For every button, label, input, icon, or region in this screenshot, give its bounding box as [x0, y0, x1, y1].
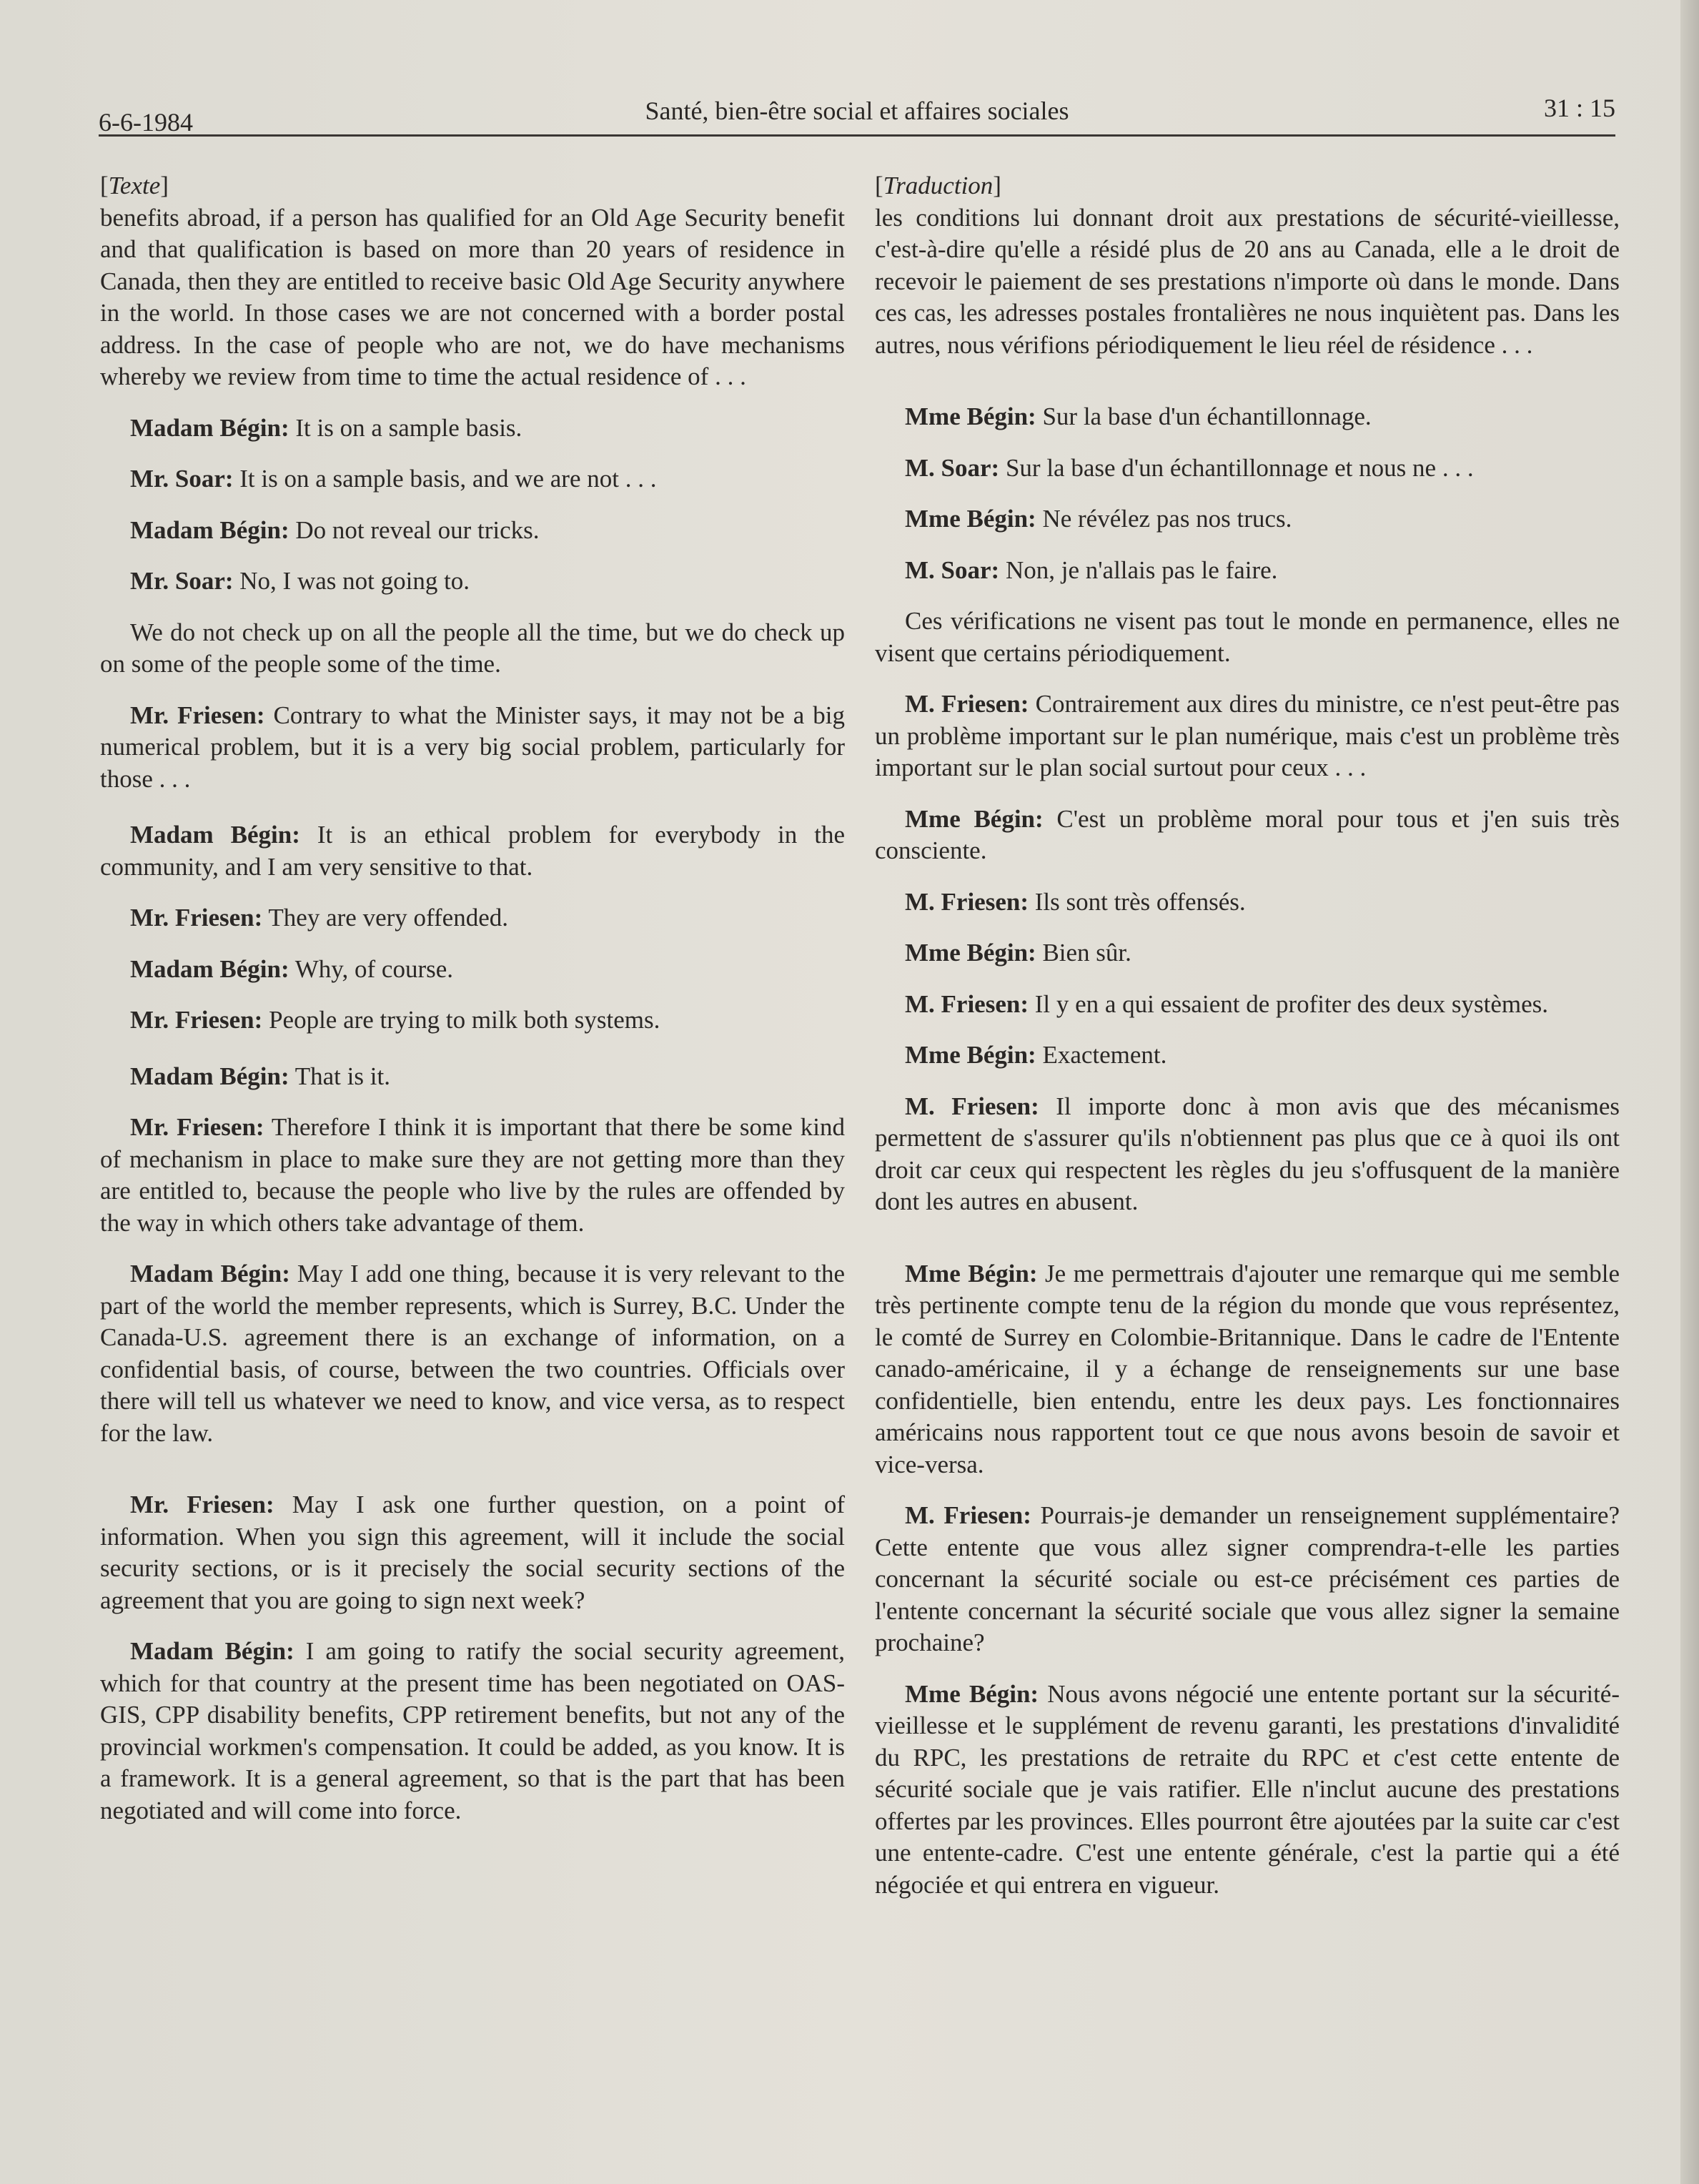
- speech-text: Therefore I think it is important that there be some kind of mechanism in place to make sure they are not getting more than they are entitled to, because the people who live by the rules are offended by the way in which others take advantage of them.: [100, 1113, 845, 1237]
- french-column: [875, 170, 1620, 1920]
- header-date: 6-6-1984: [99, 108, 193, 137]
- speech-text: They are very offended.: [262, 904, 509, 932]
- dialogue-paragraph: [100, 1636, 845, 1827]
- paragraph-list: [875, 401, 1620, 1901]
- header-page-number: 31 : 15: [1543, 94, 1615, 122]
- dialogue-paragraph: [100, 463, 845, 495]
- speech-text: Il y en a qui essaient de profiter des deux systèmes.: [1028, 989, 1549, 1018]
- speaker-name: M. Friesen:: [905, 1501, 1031, 1529]
- speech-text: No, I was not going to.: [233, 567, 470, 595]
- dialogue-paragraph: [875, 1039, 1620, 1072]
- speech-text: Non, je n'allais pas le faire.: [999, 555, 1278, 584]
- speech-text: Sur la base d'un échantillonnage.: [1036, 402, 1372, 430]
- speaker-name: Mme Bégin:: [905, 804, 1044, 833]
- dialogue-paragraph: [875, 937, 1620, 969]
- speaker-name: M. Soar:: [905, 453, 1000, 482]
- speaker-name: Mr. Friesen:: [130, 1006, 263, 1034]
- dialogue-paragraph: [100, 412, 845, 445]
- speech-text: Sur la base d'un échantillonnage et nous ne . . .: [999, 453, 1474, 482]
- dialogue-paragraph: [875, 555, 1620, 587]
- speaker-name: M. Friesen:: [905, 989, 1029, 1018]
- speaker-name: Mme Bégin:: [905, 505, 1036, 533]
- dialogue-paragraph: [875, 688, 1620, 784]
- dialogue-paragraph: [875, 453, 1620, 485]
- header-title: Santé, bien-être social et affaires sociales: [645, 97, 1069, 125]
- speech-text: Nous avons négocié une entente portant sur la sécurité-vieillesse et le supplément de revenu garanti, les prestations d'invalidité du RPC, les prestations de retraite du RPC et c'est cette entente de sécurité sociale que je vais ratifier. Elle n'inclut aucune des prestations offertes par les provinces. Elles pourront être ajoutées par la suite car c'est une entente-cadre. C'est une entente générale, c'est la partie qui a été négociée et qui entrera en vigueur.: [875, 1679, 1620, 1899]
- speech-text: Je me permettrais d'ajouter une remarque qui me semble très pertinente compte tenu de la région du monde que vous représentez, le comté de Surrey en Colombie-Britannique. Dans le cadre de l'Entente canado-américaine, il y a échange de renseignements sur une base confidentielle, bien entendu, entre les deux pays. Les fonctionnaires américains nous rapportent tout ce que nous avons besoin de savoir et vice-versa.: [875, 1259, 1620, 1478]
- dialogue-paragraph: [875, 503, 1620, 535]
- language-label: [Traduction]: [875, 172, 1001, 199]
- speaker-name: Madam Bégin:: [130, 821, 300, 849]
- dialogue-paragraph: [100, 515, 845, 547]
- paragraph-list: [100, 412, 845, 1827]
- dialogue-paragraph: [100, 1258, 845, 1449]
- dialogue-paragraph: [875, 401, 1620, 433]
- speech-text: That is it.: [289, 1062, 390, 1090]
- speech-text: Ces vérifications ne visent pas tout le monde en permanence, elles ne visent que certains périodiquement.: [875, 607, 1620, 667]
- speech-text: May I ask one further question, on a point of information. When you sign this agreement, will it include the social security sections, or is it precisely the social security sections of the agreement that you are going to sign next week?: [100, 1491, 845, 1614]
- dialogue-paragraph: [100, 1004, 845, 1037]
- speaker-name: Mr. Soar:: [130, 567, 234, 595]
- dialogue-paragraph: [100, 902, 845, 934]
- dialogue-paragraph: [875, 1091, 1620, 1218]
- dialogue-paragraph: [100, 1112, 845, 1239]
- dialogue-paragraph: [875, 804, 1620, 867]
- english-column: [100, 170, 845, 1846]
- speech-text: It is on a sample basis, and we are not . . .: [233, 465, 657, 493]
- speech-text: It is on a sample basis.: [289, 413, 522, 442]
- speech-text: It is an ethical problem for everybody in the community, and I am very sensitive to that.: [100, 821, 845, 881]
- speech-text: I am going to ratify the social security agreement, which for that country at the present time has been negotiated on OAS-GIS, CPP disability benefits, CPP retirement benefits, but not any of the provincial workmen's compensation. It could be added, as you know. It is a framework. It is a general agreement, so that is the part that has been negotiated and will come into force.: [100, 1637, 845, 1824]
- dialogue-paragraph: [875, 1258, 1620, 1481]
- speaker-name: M. Friesen:: [905, 690, 1029, 718]
- speech-text: Why, of course.: [289, 954, 454, 983]
- speaker-name: Madam Bégin:: [130, 413, 289, 442]
- speech-text: Contrairement aux dires du ministre, ce n'est peut-être pas un problème important sur le plan numérique, mais c'est un problème très important sur le plan social surtout pour ceux . . .: [875, 690, 1620, 781]
- speech-text: Bien sûr.: [1036, 939, 1131, 967]
- speech-text: C'est un problème moral pour tous et j'en suis très consciente.: [875, 804, 1620, 864]
- dialogue-paragraph: [100, 700, 845, 796]
- speaker-name: Mme Bégin:: [905, 1679, 1039, 1708]
- speech-text: Il importe donc à mon avis que des mécanismes permettent de s'assurer qu'ils n'obtiennent pas plus que ce à quoi ils ont droit car ceux qui respectent les règles du jeu s'offusquent de la manière dont les autres en abusent.: [875, 1092, 1620, 1215]
- speaker-name: M. Friesen:: [905, 1092, 1039, 1120]
- speaker-name: Madam Bégin:: [130, 1062, 289, 1090]
- dialogue-paragraph: [100, 617, 845, 681]
- speaker-name: Mme Bégin:: [905, 402, 1036, 430]
- speaker-name: Mr. Friesen:: [130, 701, 265, 729]
- dialogue-paragraph: [875, 989, 1620, 1021]
- speaker-name: Mme Bégin:: [905, 1259, 1038, 1288]
- intro-paragraph: les conditions lui donnant droit aux prestations de sécurité-vieillesse, c'est-à-dire qu'elle a résidé plus de 20 ans au Canada, elle a le droit de recevoir le paiement de ses prestations n'importe où dans le monde. Dans ces cas, les adresses postales frontalières ne nous inquiètent pas. Dans les autres, nous vérifions périodiquement le lieu réel de résidence . . .: [875, 203, 1620, 359]
- page-header: [99, 92, 1615, 137]
- speaker-name: Mme Bégin:: [905, 939, 1036, 967]
- page-binding-edge: [1680, 0, 1699, 2184]
- dialogue-paragraph: [100, 1061, 845, 1093]
- speaker-name: Madam Bégin:: [130, 515, 289, 544]
- dialogue-paragraph: [875, 1679, 1620, 1902]
- dialogue-paragraph: [100, 954, 845, 986]
- speech-text: Contrary to what the Minister says, it may not be a big numerical problem, but it is a very big social problem, particularly for those . . .: [100, 701, 845, 793]
- speech-text: Pourrais-je demander un renseignement supplémentaire? Cette entente que vous allez signer comprendra-t-elle les parties concernant la sécurité sociale ou est-ce précisément ces parties de l'entente concernant la sécurité sociale que vous allez signer la semaine prochaine?: [875, 1501, 1620, 1656]
- speaker-name: Mr. Friesen:: [130, 904, 263, 932]
- speaker-name: Madam Bégin:: [130, 954, 289, 983]
- speaker-name: Madam Bégin:: [130, 1637, 294, 1665]
- intro-paragraph: benefits abroad, if a person has qualified for an Old Age Security benefit and that qualification is based on more than 20 years of residence in Canada, then they are entitled to receive basic Old Age Security anywhere in the world. In those cases we are not concerned with a border postal address. In the case of people who are not, we do have mechanisms whereby we review from time to time the actual residence of . . .: [100, 203, 845, 390]
- language-label: [Texte]: [100, 172, 169, 199]
- dialogue-paragraph: [100, 1489, 845, 1616]
- speech-text: Do not reveal our tricks.: [289, 515, 540, 544]
- speaker-name: Madam Bégin:: [130, 1260, 290, 1288]
- dialogue-paragraph: [875, 606, 1620, 669]
- speaker-name: Mr. Friesen:: [130, 1113, 264, 1141]
- speech-text: We do not check up on all the people all the time, but we do check up on some of the people some of the time.: [100, 618, 845, 678]
- speech-text: Ils sont très offensés.: [1028, 887, 1246, 916]
- dialogue-paragraph: [875, 1500, 1620, 1659]
- speaker-name: M. Soar:: [905, 555, 1000, 584]
- speaker-name: Mme Bégin:: [905, 1041, 1036, 1069]
- speech-text: May I add one thing, because it is very relevant to the part of the world the member represents, which is Surrey, B.C. Under the Canada-U.S. agreement there is an exchange of information, on a confidential basis, of course, between the two countries. Officials over there will tell us whatever we need to know, and vice versa, as to respect for the law.: [100, 1260, 845, 1447]
- speech-text: People are trying to milk both systems.: [262, 1006, 660, 1034]
- dialogue-paragraph: [100, 819, 845, 883]
- speaker-name: M. Friesen:: [905, 887, 1029, 916]
- dialogue-paragraph: [875, 886, 1620, 919]
- speech-text: Ne révélez pas nos trucs.: [1036, 505, 1292, 533]
- dialogue-paragraph: [100, 565, 845, 598]
- speaker-name: Mr. Soar:: [130, 465, 234, 493]
- speech-text: Exactement.: [1036, 1041, 1167, 1069]
- speaker-name: Mr. Friesen:: [130, 1491, 274, 1518]
